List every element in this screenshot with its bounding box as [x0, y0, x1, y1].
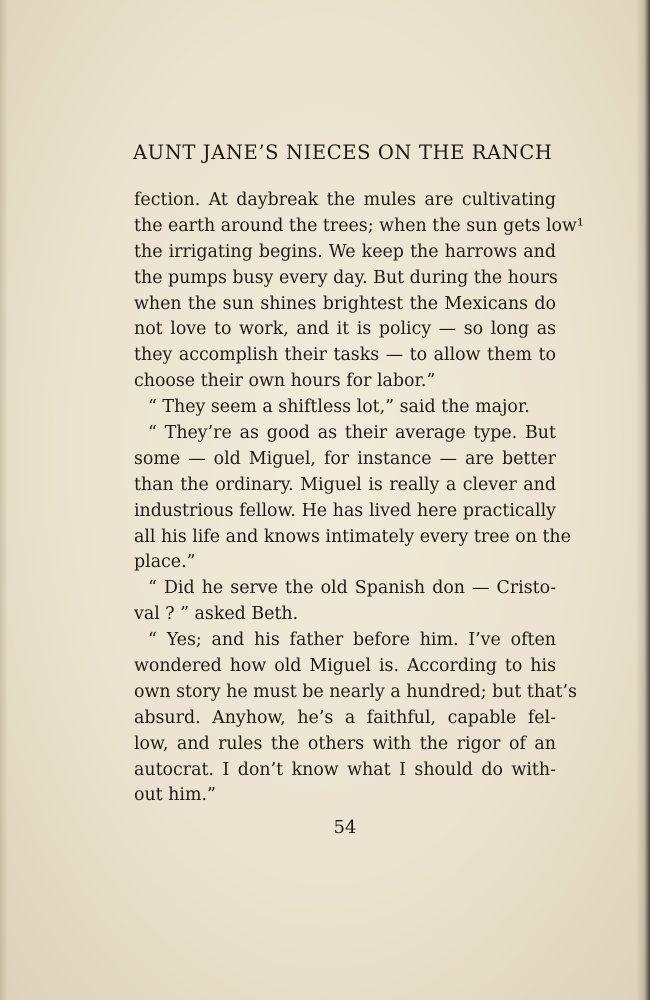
- running-head: AUNT JANE’S NIECES ON THE RANCH: [133, 141, 553, 164]
- text-line: choose their own hours for labor.”: [134, 371, 436, 392]
- text-line: “ Did he serve the old Spanish don — Cristo-: [148, 578, 556, 599]
- text-line: val ? ” asked Beth.: [134, 604, 299, 625]
- text-line: place.”: [134, 552, 196, 573]
- text-line: own story he must be nearly a hundred; but that’s: [134, 681, 577, 702]
- text-line: autocrat. I don’t know what I should do with-: [134, 759, 556, 780]
- page-left-shadow: [0, 0, 8, 1000]
- text-line: “ They’re as good as their average type. But: [148, 423, 556, 444]
- text-line: industrious fellow. He has lived here practically: [134, 500, 556, 521]
- text-line: the earth around the trees; when the sun gets low¹: [134, 215, 584, 236]
- page-right-edge-shadow: [636, 0, 650, 1000]
- text-line: out him.”: [134, 785, 216, 806]
- text-line: when the sun shines brightest the Mexicans do: [134, 293, 556, 314]
- text-line: “ Yes; and his father before him. I’ve often: [148, 630, 556, 651]
- text-line: absurd. Anyhow, he’s a faithful, capable fel-: [134, 707, 556, 728]
- text-line: wondered how old Miguel is. According to his: [134, 656, 556, 677]
- text-line: all his life and knows intimately every tree on the: [134, 526, 571, 547]
- text-line: “ They seem a shiftless lot,” said the major.: [148, 397, 530, 418]
- text-line: the irrigating begins. We keep the harrows and: [134, 241, 556, 262]
- text-line: fection. At daybreak the mules are cultivating: [134, 190, 556, 210]
- page-number: 54: [333, 817, 357, 838]
- text-line: the pumps busy every day. But during the hours: [134, 267, 558, 288]
- text-line: they accomplish their tasks — to allow them to: [134, 345, 556, 366]
- text-line: some — old Miguel, for instance — are better: [134, 448, 556, 469]
- text-line: not love to work, and it is policy — so long as: [134, 319, 556, 340]
- text-line: low, and rules the others with the rigor of an: [134, 733, 556, 754]
- body-text: [134, 188, 584, 809]
- text-line: than the ordinary. Miguel is really a clever and: [134, 474, 556, 495]
